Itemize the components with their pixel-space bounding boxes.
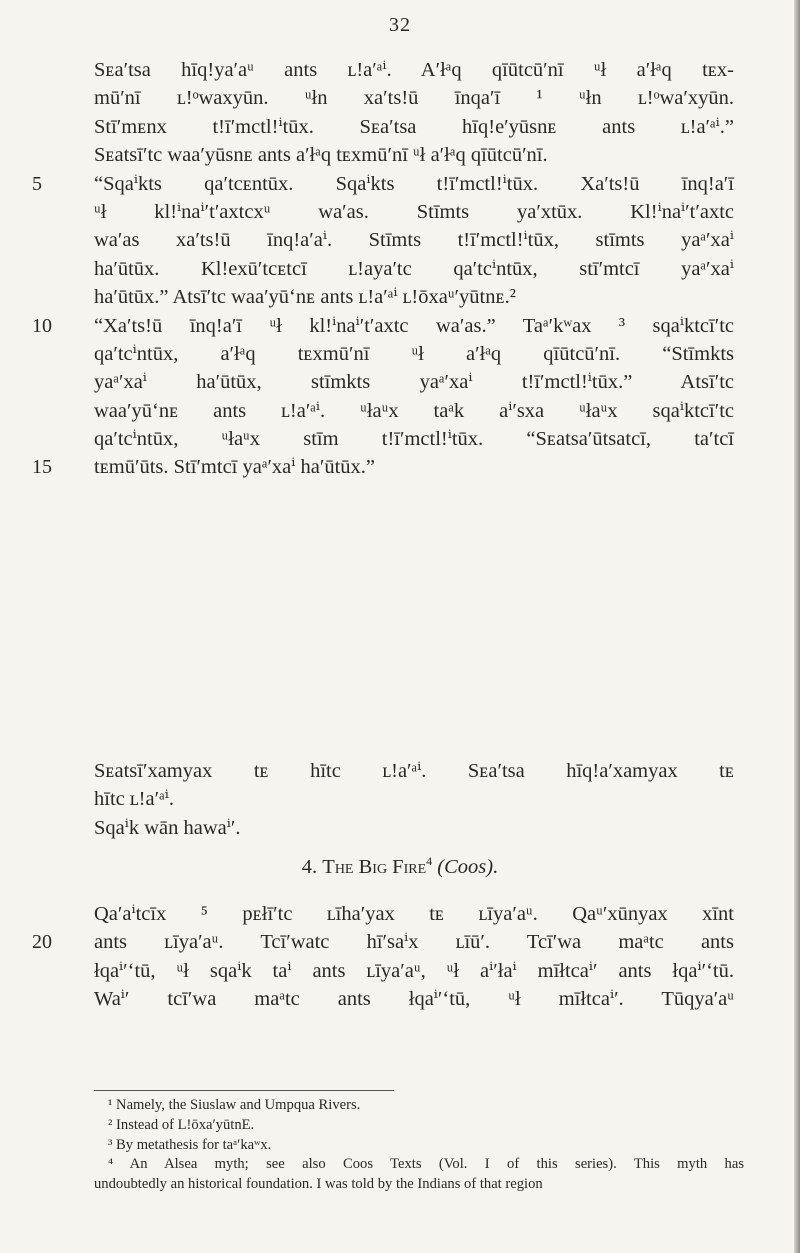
section-number: 4.	[301, 855, 318, 878]
footnote-text: Namely, the Siuslaw and Umpqua Rivers.	[116, 1097, 361, 1113]
text-line	[94, 785, 734, 813]
line-text: qa′tcⁱntūx, a′łᵃq tᴇxmū′nī ᵘł a′łᵃq qīūtcū′nī. “Stīmkts	[94, 342, 734, 365]
footnote	[94, 1155, 744, 1175]
line-text: waa′yū‘nᴇ ants ʟ!a′ᵃⁱ. ᵘłaᵘx taᵃk aⁱ′sxa ᵘłaᵘx sqaⁱktcī′tc	[94, 399, 734, 422]
text-line	[94, 900, 734, 928]
line-text: yaᵃ′xaⁱ ha′ūtūx, stīmkts yaᵃ′xaⁱ t!ī′mctl!ⁱtūx.” Atsī′tc	[94, 371, 734, 394]
line-text: ha′ūtūx.” Atsī′tc waa′yū‘nᴇ ants ʟ!a′ᵃⁱ ʟ!ōxaᵘ′yūtnᴇ.²	[94, 286, 516, 309]
page-edge	[794, 0, 800, 1253]
text-line	[94, 283, 734, 311]
footnote-text: undoubtedly an historical foundation. I was told by the Indians of that region	[94, 1176, 543, 1193]
text-line	[94, 368, 734, 396]
text-line	[94, 397, 734, 425]
line-text: Sᴇatsī′tc waa′yūsnᴇ ants a′łᵃq tᴇxmū′nī ᵘł a′łᵃq qīūtcū′nī.	[94, 144, 548, 167]
paragraph-2	[94, 757, 734, 842]
text-line	[32, 453, 734, 481]
text-line	[94, 985, 734, 1013]
line-number: 15	[32, 456, 52, 479]
section-title: The Big Fire	[322, 855, 427, 878]
line-text: Waⁱ′ tcī′wa maᵃtc ants łqaⁱ′‘tū, ᵘł mīłtcaⁱ′. Tūqya′aᵘ	[94, 988, 734, 1011]
line-text: Sqaⁱk wān hawaⁱ′.	[94, 816, 241, 839]
line-text: hītc ʟ!a′ᵃⁱ.	[94, 788, 174, 811]
text-line	[94, 255, 734, 283]
text-line	[94, 198, 734, 226]
text-line	[94, 84, 734, 112]
text-line	[94, 814, 734, 842]
text-line	[94, 141, 734, 169]
footnote-marker: ³	[108, 1136, 117, 1153]
line-text: ha′ūtūx. Kl!exū′tcᴇtcī ʟ!aya′tc qa′tcⁱntūx, stī′mtcī yaᵃ′xaⁱ	[94, 257, 734, 280]
text-line	[32, 312, 734, 340]
line-text: ᵘł kl!ⁱnaⁱ′t′axtcxᵘ wa′as. Stīmts ya′xtūx. Kl!ⁱnaⁱ′t′axtc	[94, 200, 734, 223]
text-line	[94, 957, 734, 985]
footnote-marker: ²	[108, 1116, 117, 1133]
footnotes	[94, 1096, 744, 1195]
footnote	[94, 1136, 744, 1156]
line-number: 20	[32, 931, 52, 954]
footnote	[94, 1116, 744, 1136]
line-number: 10	[32, 314, 52, 337]
line-text: Sᴇatsī′xamyax tᴇ hītc ʟ!a′ᵃⁱ. Sᴇa′tsa hīq!a′xamyax tᴇ	[94, 760, 734, 782]
line-text: tᴇmū′ūts. Stī′mtcī yaᵃ′xaⁱ ha′ūtūx.”	[94, 456, 376, 479]
line-text: mū′nī ʟ!ᵒwaxyūn. ᵘłn xa′ts!ū īnqa′ī ¹ ᵘłn ʟ!ᵒwa′xyūn.	[94, 87, 734, 110]
footnote-marker: ¹	[108, 1097, 117, 1113]
footnote	[94, 1096, 744, 1116]
text-line	[32, 170, 734, 198]
footnote-divider	[94, 1090, 394, 1091]
footnote-ref: 4	[426, 854, 433, 868]
text-line	[94, 226, 734, 254]
paragraph-1	[32, 56, 734, 482]
section-heading	[0, 854, 800, 879]
line-text: wa′as xa′ts!ū īnq!a′aⁱ. Stīmts t!ī′mctl!ⁱtūx, stīmts yaᵃ′xaⁱ	[94, 229, 734, 252]
footnote-text: Instead of L!ōxa′yūtnE.	[116, 1116, 255, 1133]
footnote	[94, 1175, 744, 1195]
footnote-text: An Alsea myth; see also Coos Texts (Vol. I of this series). This myth has	[129, 1156, 745, 1173]
line-text: łqaⁱ′‘tū, ᵘł sqaⁱk taⁱ ants ʟīya′aᵘ, ᵘł aⁱ′łaⁱ mīłtcaⁱ′ ants łqaⁱ′‘tū.	[94, 959, 734, 982]
line-text: Qa′aⁱtcīx ⁵ pᴇłī′tc ʟīha′yax tᴇ ʟīya′aᵘ. Qaᵘ′xūnyax xīnt	[94, 903, 734, 925]
text-line	[94, 340, 734, 368]
line-text: “Sqaⁱkts qa′tcᴇntūx. Sqaⁱkts t!ī′mctl!ⁱtūx. Xa′ts!ū īnq!a′ī	[94, 172, 734, 195]
footnote-marker: ⁴	[108, 1156, 130, 1173]
paragraph-3	[32, 900, 734, 1014]
section-source: (Coos).	[437, 855, 499, 878]
line-text: qa′tcⁱntūx, ᵘłaᵘx stīm t!ī′mctl!ⁱtūx. “Sᴇatsa′ūtsatcī, ta′tcī	[94, 428, 734, 451]
line-text: Stī′mᴇnx t!ī′mctl!ⁱtūx. Sᴇa′tsa hīq!e′yūsnᴇ ants ʟ!a′ᵃⁱ.”	[94, 115, 734, 138]
line-text: ants ʟīya′aᵘ. Tcī′watc hī′saⁱx ʟīū′. Tcī′wa maᵃtc ants	[94, 931, 734, 954]
text-line	[32, 928, 734, 956]
text-line	[94, 56, 734, 84]
line-number: 5	[32, 172, 42, 195]
page-number: 32	[389, 14, 411, 36]
line-text: Sᴇa′tsa hīq!ya′aᵘ ants ʟ!a′ᵃⁱ. A′łᵃq qīūtcū′nī ᵘł a′łᵃq tᴇx-	[94, 59, 734, 81]
footnote-text: By metathesis for taᵃ′kaʷx.	[116, 1136, 272, 1153]
text-line	[94, 425, 734, 453]
line-text: “Xa′ts!ū īnq!a′ī ᵘł kl!ⁱnaⁱ′t′axtc wa′as.” Taᵃ′kʷax ³ sqaⁱktcī′tc	[94, 314, 734, 337]
text-line	[94, 757, 734, 785]
text-line	[94, 113, 734, 141]
